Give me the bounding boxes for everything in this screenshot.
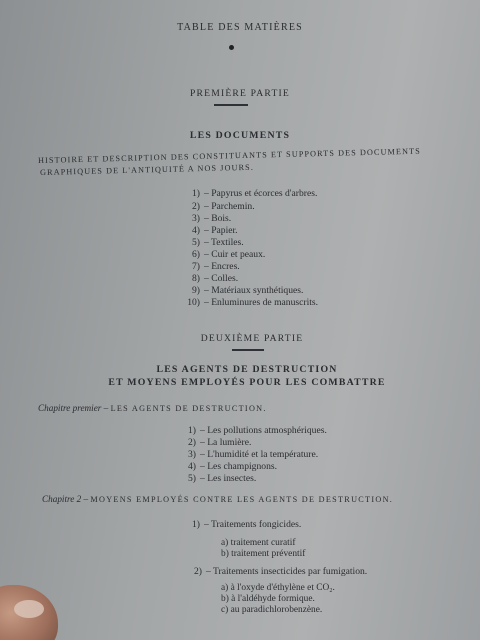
sub-item: c) au paradichlorobenzène. xyxy=(221,605,323,615)
part2-heading: DEUXIÈME PARTIE xyxy=(200,333,304,344)
chapter1-heading: Chapitre premier – LES AGENTS DE DESTRUCTION. xyxy=(38,403,267,413)
list-item: 5) – Les insectes. xyxy=(188,473,257,484)
list-item: 2) – La lumière. xyxy=(188,437,252,448)
bullet-ornament xyxy=(229,45,234,50)
list-item: 9) – Matériaux synthétiques. xyxy=(192,285,304,296)
part2-title-line2: ET MOYENS EMPLOYÉS POUR LES COMBATTRE xyxy=(108,377,386,388)
sub-item: a) traitement curatif xyxy=(221,538,296,548)
part2-title-line1: LES AGENTS DE DESTRUCTION xyxy=(156,364,338,375)
list-item: 10) – Enluminures de manuscrits. xyxy=(187,297,319,308)
part1-heading: PREMIÈRE PARTIE xyxy=(190,88,290,99)
part1-intro-line1: HISTOIRE ET DESCRIPTION DES CONSTITUANTS ET SUPPORTS DES DOCUMENTS xyxy=(38,146,421,165)
thumbnail xyxy=(14,600,44,618)
sub-item: a) à l'oxyde d'éthylène et CO₂. xyxy=(221,583,335,593)
part1-rule xyxy=(214,104,248,106)
list-item: 3) – L'humidité et la température. xyxy=(188,449,319,460)
list-item: 2) – Parchemin. xyxy=(192,201,255,212)
list-item: 8) – Colles. xyxy=(192,273,239,284)
list-item: 3) – Bois. xyxy=(192,213,232,224)
list-item: 6) – Cuir et peaux. xyxy=(192,249,266,260)
list-item: 1) – Papyrus et écorces d'arbres. xyxy=(192,188,318,199)
list-item: 4) – Papier. xyxy=(192,225,238,236)
part1-title: LES DOCUMENTS xyxy=(189,130,291,141)
list-item: 5) – Textiles. xyxy=(192,237,244,248)
list-item: 7) – Encres. xyxy=(192,261,240,272)
list-item: 4) – Les champignons. xyxy=(188,461,278,472)
list-item: 1) – Les pollutions atmosphériques. xyxy=(188,425,327,436)
list-item: 2) – Traitements insecticides par fumigation. xyxy=(194,566,368,577)
toc-title: TABLE DES MATIÈRES xyxy=(177,22,303,33)
sub-item: b) à l'aldéhyde formique. xyxy=(221,594,315,604)
part1-intro-line2: GRAPHIQUES DE L'ANTIQUITÉ A NOS JOURS. xyxy=(40,162,255,177)
list-item: 1) – Traitements fongicides. xyxy=(192,519,302,530)
sub-item: b) traitement préventif xyxy=(221,549,306,559)
chapter2-heading: Chapitre 2 – MOYENS EMPLOYÉS CONTRE LES AGENTS DE DESTRUCTION. xyxy=(42,494,394,504)
part2-rule xyxy=(232,349,264,351)
